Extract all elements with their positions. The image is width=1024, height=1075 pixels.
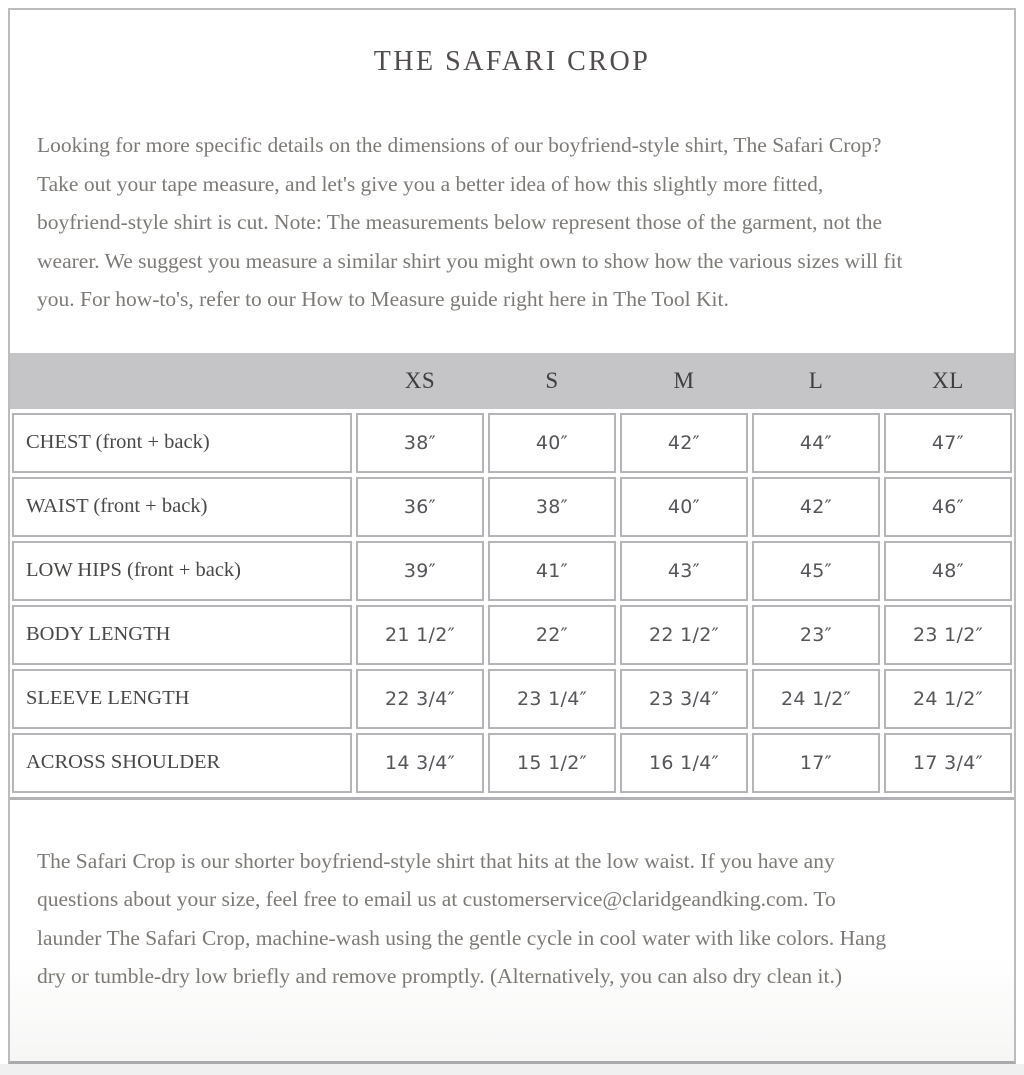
footer-line: launder The Safari Crop, machine-wash using the gentle cycle in cool water with like colors. Hang <box>37 925 887 950</box>
row-label: ACROSS SHOULDER <box>12 733 352 793</box>
size-value-cell: 23 1/4″ <box>488 669 616 729</box>
row-label: CHEST (front + back) <box>12 413 352 473</box>
size-header-xl: XL <box>932 367 964 393</box>
size-value-cell: 16 1/4″ <box>620 733 748 793</box>
size-value-cell: 40″ <box>488 413 616 473</box>
row-label: WAIST (front + back) <box>12 477 352 537</box>
size-value-cell: 46″ <box>884 477 1012 537</box>
size-value-cell: 38″ <box>488 477 616 537</box>
size-value-cell: 17 3/4″ <box>884 733 1012 793</box>
size-value-cell: 45″ <box>752 541 880 601</box>
intro-paragraph <box>37 126 980 319</box>
size-chart-corner-cell <box>12 353 352 409</box>
footer-line: The Safari Crop is our shorter boyfriend-style shirt that hits at the low waist. If you have any <box>37 848 835 873</box>
size-value-cell: 42″ <box>752 477 880 537</box>
size-value-cell: 23 1/2″ <box>884 605 1012 665</box>
table-row-body-length <box>10 605 1014 665</box>
intro-line: Take out your tape measure, and let's give you a better idea of how this slightly more fitted, <box>37 171 824 196</box>
size-value-cell: 21 1/2″ <box>356 605 484 665</box>
size-value-cell: 15 1/2″ <box>488 733 616 793</box>
size-value-cell: 44″ <box>752 413 880 473</box>
size-chart-header-row <box>10 353 1014 409</box>
intro-line: you. For how-to's, refer to our How to Measure guide right here in The Tool Kit. <box>37 287 729 311</box>
row-label: BODY LENGTH <box>12 605 352 665</box>
size-value-cell: 48″ <box>884 541 1012 601</box>
size-value-cell: 17″ <box>752 733 880 793</box>
table-row-chest <box>10 413 1014 473</box>
size-value-cell: 22 3/4″ <box>356 669 484 729</box>
table-row-across-shoulder <box>10 733 1014 793</box>
size-value-cell: 22″ <box>488 605 616 665</box>
table-footer-divider <box>10 797 1014 800</box>
size-value-cell: 41″ <box>488 541 616 601</box>
size-value-cell: 24 1/2″ <box>884 669 1012 729</box>
footer-line: questions about your size, feel free to email us at customerservice@claridgeandking.com. To <box>37 887 836 911</box>
size-value-cell: 36″ <box>356 477 484 537</box>
footer-line: dry or tumble-dry low briefly and remove promptly. (Alternatively, you can also dry clean it.) <box>37 964 843 988</box>
size-value-cell: 24 1/2″ <box>752 669 880 729</box>
size-header-s: S <box>545 367 559 393</box>
size-value-cell: 22 1/2″ <box>620 605 748 665</box>
size-value-cell: 23″ <box>752 605 880 665</box>
size-value-cell: 47″ <box>884 413 1012 473</box>
size-chart-table <box>10 353 1014 800</box>
row-label: SLEEVE LENGTH <box>12 669 352 729</box>
table-row-sleeve-length <box>10 669 1014 729</box>
size-value-cell: 43″ <box>620 541 748 601</box>
size-value-cell: 38″ <box>356 413 484 473</box>
row-label: LOW HIPS (front + back) <box>12 541 352 601</box>
intro-line: boyfriend-style shirt is cut. Note: The measurements below represent those of the garment, not the <box>37 210 883 234</box>
size-header-l: L <box>808 367 824 393</box>
table-row-waist <box>10 477 1014 537</box>
size-value-cell: 14 3/4″ <box>356 733 484 793</box>
size-value-cell: 39″ <box>356 541 484 601</box>
size-value-cell: 42″ <box>620 413 748 473</box>
intro-line: Looking for more specific details on the dimensions of our boyfriend-style shirt, The Safari Crop? <box>37 133 882 157</box>
footer-paragraph <box>37 842 980 996</box>
size-guide-panel <box>8 8 1016 1064</box>
intro-line: wearer. We suggest you measure a similar shirt you might own to show how the various sizes will fit <box>37 248 903 273</box>
size-header-xs: XS <box>404 367 436 393</box>
page-bottom-strip <box>0 1064 1024 1075</box>
size-value-cell: 23 3/4″ <box>620 669 748 729</box>
size-header-m: M <box>673 367 695 393</box>
size-value-cell: 40″ <box>620 477 748 537</box>
page-title: THE SAFARI CROP <box>373 46 651 77</box>
table-row-low-hips <box>10 541 1014 601</box>
